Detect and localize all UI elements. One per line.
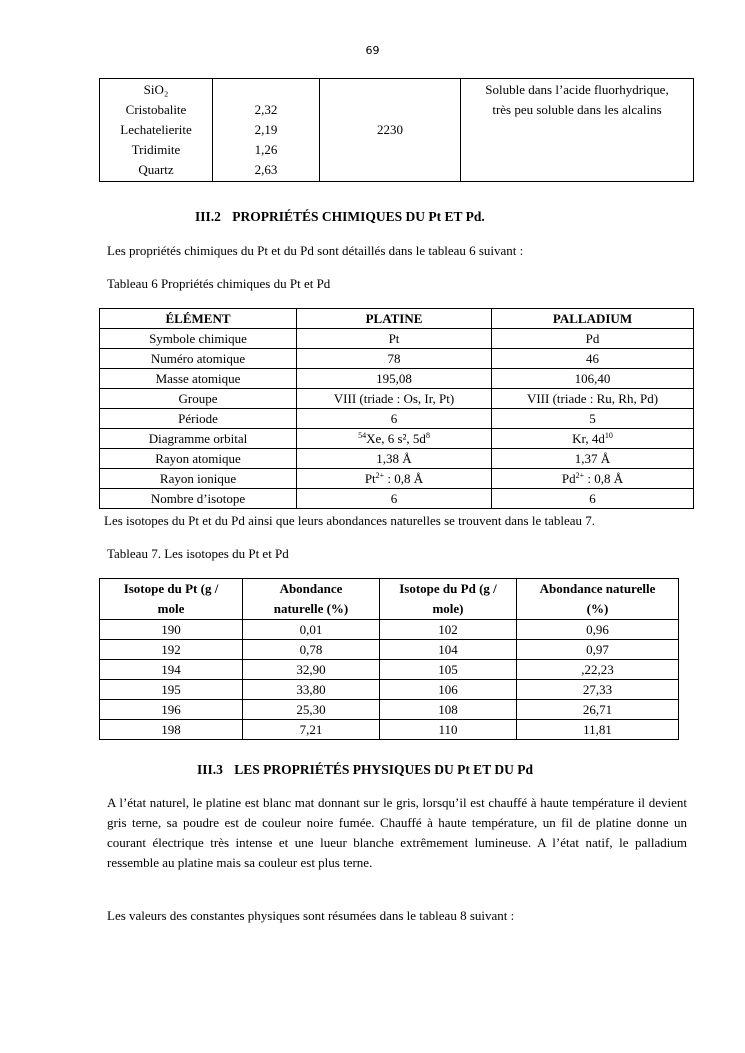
pt-value: Pt — [297, 329, 492, 349]
cell: 198 — [100, 720, 243, 740]
cell: 0,78 — [243, 640, 380, 660]
cell: ,22,23 — [517, 660, 679, 680]
row-label: Rayon ionique — [100, 469, 297, 489]
pd-value: Pd — [492, 329, 694, 349]
table-row — [100, 720, 679, 740]
header-line: Isotope du Pt (g / — [123, 581, 219, 596]
pt-value: 78 — [297, 349, 492, 369]
ion-radius: : 0,8 Å — [584, 471, 624, 486]
superscript: 10 — [604, 431, 613, 440]
table-header-row — [100, 309, 694, 329]
row-label: Nombre d’isotope — [100, 489, 297, 509]
header-line: naturelle (%) — [273, 601, 349, 616]
silica-density-cell — [213, 79, 320, 182]
density-value: 2,63 — [254, 162, 278, 177]
header-line: mole — [157, 601, 185, 616]
ion-radius: : 0,8 Å — [384, 471, 424, 486]
isotope-paragraph: Les isotopes du Pt et du Pd ainsi que leurs abondances naturelles se trouvent dans le tableau 7. — [104, 513, 595, 528]
ion-symbol: Pd — [561, 471, 576, 486]
cell: 102 — [380, 620, 517, 640]
cell: 105 — [380, 660, 517, 680]
cell: 108 — [380, 700, 517, 720]
table-row — [100, 489, 694, 509]
section-number: III.2 — [195, 209, 221, 224]
solubility-line: Soluble dans l’acide fluorhydrique, — [485, 82, 669, 97]
column-header: ÉLÉMENT — [100, 309, 297, 329]
row-label: Masse atomique — [100, 369, 297, 389]
cell: 7,21 — [243, 720, 380, 740]
silica-name: Cristobalite — [125, 102, 187, 117]
cell: 110 — [380, 720, 517, 740]
solubility-cell — [461, 79, 694, 182]
table-row — [100, 660, 679, 680]
header-line: (%) — [586, 601, 609, 616]
pt-value: 195,08 — [297, 369, 492, 389]
column-header — [100, 579, 243, 620]
cell: 194 — [100, 660, 243, 680]
pt-value: 6 — [297, 489, 492, 509]
cell: 195 — [100, 680, 243, 700]
column-header — [243, 579, 380, 620]
pt-value — [297, 469, 492, 489]
pd-value — [492, 469, 694, 489]
superscript: 2+ — [375, 471, 385, 480]
intro-paragraph: Les propriétés chimiques du Pt et du Pd sont détaillés dans le tableau 6 suivant : — [107, 243, 524, 258]
section-title: LES PROPRIÉTÉS PHYSIQUES DU Pt ET DU Pd — [234, 762, 533, 777]
cell: 32,90 — [243, 660, 380, 680]
pd-value: 106,40 — [492, 369, 694, 389]
table-row — [100, 389, 694, 409]
table-row — [100, 369, 694, 389]
table-row — [100, 79, 694, 182]
density-value: 2,19 — [254, 122, 278, 137]
table-row — [100, 680, 679, 700]
row-label: Symbole chimique — [100, 329, 297, 349]
orbital-text: Kr, 4d — [572, 431, 605, 446]
silica-table — [99, 78, 694, 182]
ion-symbol: Pt — [364, 471, 376, 486]
table-row — [100, 700, 679, 720]
cell: 106 — [380, 680, 517, 700]
table-row — [100, 469, 694, 489]
cell: 11,81 — [517, 720, 679, 740]
column-header: PALLADIUM — [492, 309, 694, 329]
silica-name: Tridimite — [131, 142, 181, 157]
pt-value: VIII (triade : Os, Ir, Pt) — [297, 389, 492, 409]
cell: 0,01 — [243, 620, 380, 640]
cell: 0,97 — [517, 640, 679, 660]
column-header: PLATINE — [297, 309, 492, 329]
cell: 33,80 — [243, 680, 380, 700]
row-label: Période — [100, 409, 297, 429]
pd-value: VIII (triade : Ru, Rh, Pd) — [492, 389, 694, 409]
silica-names-cell — [100, 79, 213, 182]
row-label: Numéro atomique — [100, 349, 297, 369]
table-row — [100, 429, 694, 449]
melting-point-cell: 2230 — [320, 79, 461, 182]
table-row — [100, 329, 694, 349]
pt-value — [297, 429, 492, 449]
table-row — [100, 640, 679, 660]
table7-caption: Tableau 7. Les isotopes du Pt et Pd — [107, 546, 289, 561]
cell: 0,96 — [517, 620, 679, 640]
pd-value: 46 — [492, 349, 694, 369]
section-heading-3-2 — [195, 209, 485, 225]
superscript: 2+ — [575, 471, 585, 480]
section-title: PROPRIÉTÉS CHIMIQUES DU Pt ET Pd. — [232, 209, 485, 224]
row-label: Rayon atomique — [100, 449, 297, 469]
header-line: Isotope du Pd (g / — [399, 581, 497, 596]
superscript: 54 — [358, 431, 367, 440]
physical-properties-paragraph: A l’état naturel, le platine est blanc mat donnant sur le gris, lorsqu’il est chauffé à haute température il devient gris terne, sa poudre est de couleur noire fumée. Chauffé à haute température, un fil de platine donne un courant électrique très intense et une lueur blanche extrêmement lumineuse. A l’état natif, le palladium ressemble au platine mais sa couleur est plus terne. — [107, 795, 687, 870]
column-header — [380, 579, 517, 620]
cell: 192 — [100, 640, 243, 660]
row-label: Diagramme orbital — [100, 429, 297, 449]
cell: 196 — [100, 700, 243, 720]
density-value: 2,32 — [254, 102, 278, 117]
cell: 104 — [380, 640, 517, 660]
table-row — [100, 620, 679, 640]
pd-value: 1,37 Å — [492, 449, 694, 469]
page-number: 69 — [365, 44, 380, 57]
chemical-properties-table — [99, 308, 694, 509]
cell: 25,30 — [243, 700, 380, 720]
section-heading-3-3 — [197, 762, 533, 778]
density-value: 1,26 — [254, 142, 278, 157]
section-number: III.3 — [197, 762, 223, 777]
table-row — [100, 349, 694, 369]
table-header-row — [100, 579, 679, 620]
pt-value: 6 — [297, 409, 492, 429]
header-line: Abondance — [279, 581, 343, 596]
pd-value: 6 — [492, 489, 694, 509]
cell: 27,33 — [517, 680, 679, 700]
pd-value — [492, 429, 694, 449]
isotopes-table — [99, 578, 679, 740]
cell: 26,71 — [517, 700, 679, 720]
column-header — [517, 579, 679, 620]
silica-name: Lechatelierite — [120, 122, 192, 137]
superscript: 8 — [425, 431, 430, 440]
pd-value: 5 — [492, 409, 694, 429]
table-row — [100, 449, 694, 469]
table6-caption: Tableau 6 Propriétés chimiques du Pt et Pd — [107, 276, 331, 291]
solubility-line: très peu soluble dans les alcalins — [492, 102, 662, 117]
cell: 190 — [100, 620, 243, 640]
header-line: Abondance naturelle — [539, 581, 656, 596]
closing-paragraph: Les valeurs des constantes physiques sont résumées dans le tableau 8 suivant : — [107, 908, 515, 923]
pt-value: 1,38 Å — [297, 449, 492, 469]
silica-name: Quartz — [138, 162, 174, 177]
table-row — [100, 409, 694, 429]
row-label: Groupe — [100, 389, 297, 409]
silica-name: SiO₂ — [143, 82, 169, 97]
header-line: mole) — [432, 601, 464, 616]
orbital-text: Xe, 6 s², 5d — [366, 431, 426, 446]
